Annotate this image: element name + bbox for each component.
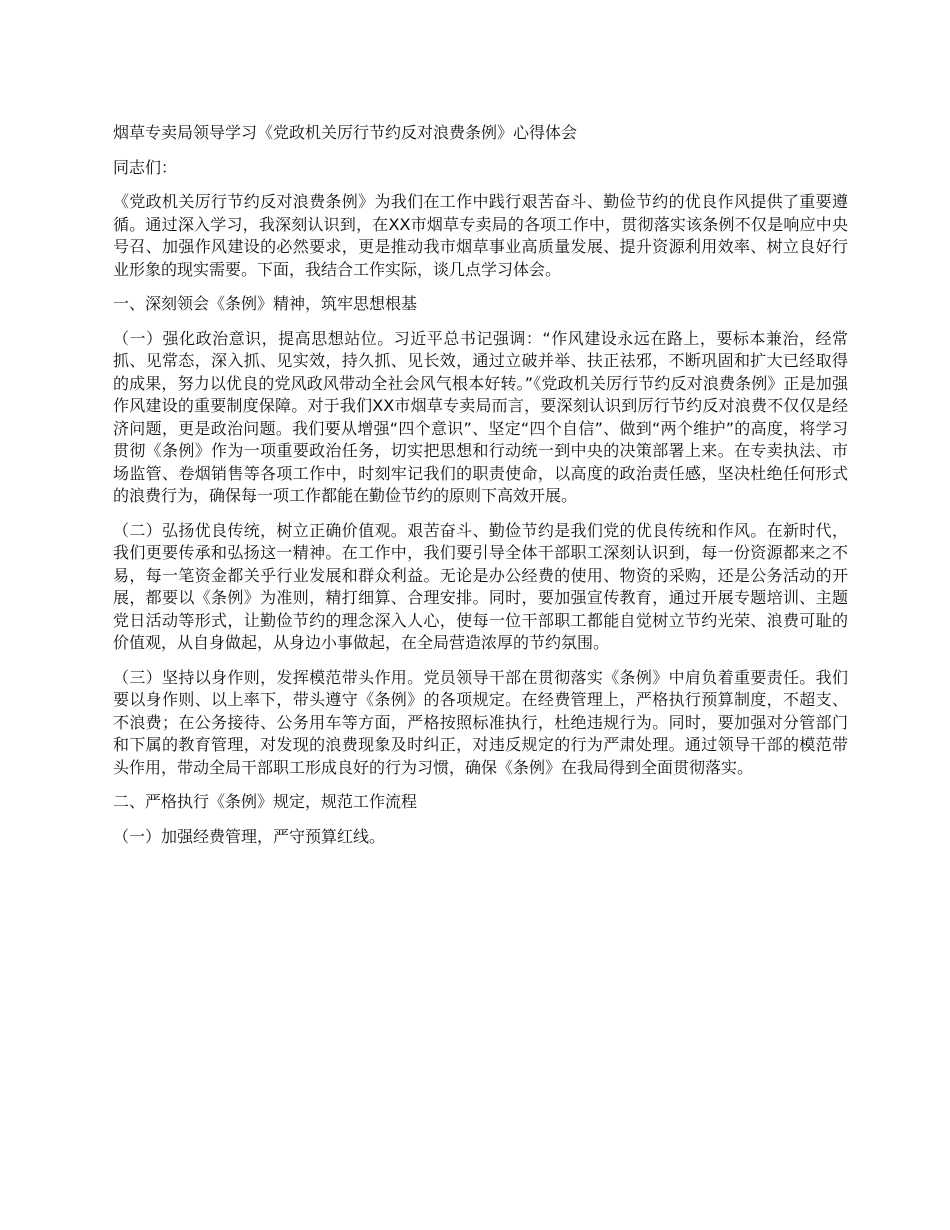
salutation: 同志们： xyxy=(113,157,178,177)
document-body xyxy=(113,122,848,860)
paragraph-2-1: （一）加强经费管理，严守预算红线。 xyxy=(113,826,386,846)
paragraph-1-1: （一）强化政治意识，提高思想站位。习近平总书记强调：“作风建设永远在路上，要标本兼治，经常抓、见常态，深入抓、见实效，持久抓、见长效，通过立破并举、扶正祛邪，不断巩固和扩大已经取得的成果，努力以优良的党风政风带动全社会风气根本好转。”《党政机关厉行节约反对浪费条例》正是加强作风建设的重要制度保障。对于我们XX市烟草专卖局而言，要深刻认识到厉行节约反对浪费不仅仅是经济问题，更是政治问题。我们要从增强“四个意识”、坚定“四个自信”、做到“两个维护”的高度，将学习贯彻《条例》作为一项重要政治任务，切实把思想和行动统一到中央的决策部署上来。在专卖执法、市场监管、卷烟销售等各项工作中，时刻牢记我们的职责使命，以高度的政治责任感，坚决杜绝任何形式的浪费行为，确保每一项工作都能在勤俭节约的原则下高效开展。 xyxy=(113,328,848,505)
section-heading-2: 二、严格执行《条例》规定，规范工作流程 xyxy=(113,792,418,811)
section-heading-1: 一、深刻领会《条例》精神，筑牢思想根基 xyxy=(113,294,418,313)
document-title: 烟草专卖局领导学习《党政机关厉行节约反对浪费条例》心得体会 xyxy=(113,123,578,142)
paragraph-1-2: （二）弘扬优良传统，树立正确价值观。艰苦奋斗、勤俭节约是我们党的优良传统和作风。在新时代，我们更要传承和弘扬这一精神。在工作中，我们要引导全体干部职工深刻认识到，每一份资源都来之不易，每一笔资金都关乎行业发展和群众利益。无论是办公经费的使用、物资的采购，还是公务活动的开展，都要以《条例》为准则，精打细算、合理安排。同时，要加强宣传教育，通过开展专题培训、主题党日活动等形式，让勤俭节约的理念深入人心，使每一位干部职工都能自觉树立节约光荣、浪费可耻的价值观，从自身做起，从身边小事做起，在全局营造浓厚的节约氛围。 xyxy=(113,520,848,652)
paragraph-1-3: （三）坚持以身作则，发挥模范带头作用。党员领导干部在贯彻落实《条例》中肩负着重要责任。我们要以身作则、以上率下，带头遵守《条例》的各项规定。在经费管理上，严格执行预算制度，不超支、不浪费；在公务接待、公务用车等方面，严格按照标准执行，杜绝违规行为。同时，要加强对分管部门和下属的教育管理，对发现的浪费现象及时纠正，对违反规定的行为严肃处理。通过领导干部的模范带头作用，带动全局干部职工形成良好的行为习惯，确保《条例》在我局得到全面贯彻落实。 xyxy=(113,667,848,777)
paragraph-intro: 《党政机关厉行节约反对浪费条例》为我们在工作中践行艰苦奋斗、勤俭节约的优良作风提供了重要遵循。通过深入学习，我深刻认识到，在XX市烟草专卖局的各项工作中，贯彻落实该条例不仅是响应中央号召、加强作风建设的必然要求，更是推动我市烟草事业高质量发展、提升资源利用效率、树立良好行业形象的现实需要。下面，我结合工作实际，谈几点学习体会。 xyxy=(113,192,848,279)
